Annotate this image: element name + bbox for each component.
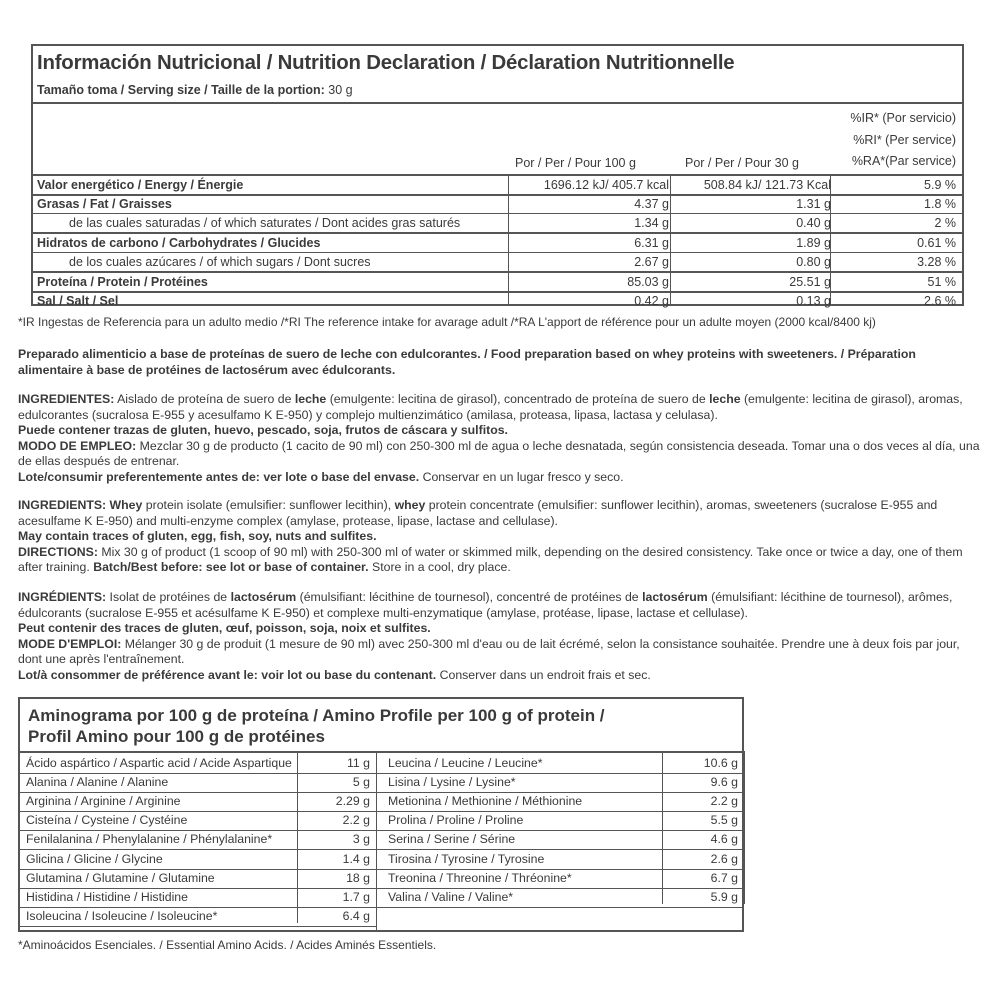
amino-acid-value: 3 g: [352, 832, 370, 847]
row-divider: [20, 773, 376, 774]
amino-acid-name: Fenilalanina / Phenylalanine / Phénylalanine*: [26, 832, 273, 847]
amino-acid-value: 1.7 g: [342, 889, 370, 904]
amino-acid-name: Glicina / Glicine / Glycine: [26, 851, 163, 866]
value-per-serving: 0.13 g: [796, 294, 831, 308]
allergen: Whey: [106, 498, 143, 512]
nutrient-label: Hidratos de carbono / Carbohydrates / Glucides: [37, 236, 321, 250]
value-ri-percent: 1.8 %: [924, 197, 956, 211]
ingredients-text: (émulsifiant: lécithine de tournesol), concentré de protéines de: [296, 590, 643, 604]
amino-acid-name: Valina / Valine / Valine*: [388, 889, 514, 904]
row-divider: [20, 869, 376, 870]
ingredients-label: INGREDIENTS:: [18, 498, 107, 512]
lot-label: Batch/Best before: see lot or base of container.: [93, 560, 369, 574]
lot-label: Lot/à consommer de préférence avant le: voir lot ou base du contenant.: [18, 667, 437, 682]
nutrition-row: [33, 292, 962, 310]
directions-label: DIRECTIONS:: [18, 544, 98, 559]
amino-acid-value: 5.9 g: [710, 889, 738, 904]
value-per-serving: 25.51 g: [789, 275, 831, 289]
amino-row: [20, 869, 376, 888]
storage-text: Store in a cool, dry place.: [368, 560, 511, 574]
row-divider: [376, 907, 744, 908]
value-per-serving: 1.89 g: [796, 236, 831, 250]
col-divider: [744, 751, 745, 904]
amino-acid-value: 18 g: [346, 870, 370, 885]
row-divider: [20, 849, 376, 850]
row-divider: [20, 888, 376, 889]
value-per-serving: 1.31 g: [796, 197, 831, 211]
value-ri-percent: 2.6 %: [924, 294, 956, 308]
amino-acid-name: Arginina / Arginine / Arginine: [26, 794, 181, 809]
lot-label: Lote/consumir preferentemente antes de: ver lote o base del envase.: [18, 469, 420, 484]
amino-row: [382, 850, 744, 869]
amino-acid-value: 2.2 g: [710, 794, 738, 809]
value-per-100g: 4.37 g: [634, 197, 669, 211]
amino-acid-value: 2.29 g: [335, 794, 370, 809]
english-section: [18, 498, 981, 576]
amino-row: [20, 811, 376, 830]
amino-acid-name: Leucina / Leucine / Leucine*: [388, 756, 543, 770]
amino-row: [20, 907, 376, 926]
traces-warning: Puede contener trazas de gluten, huevo, pescado, soja, frutos de cáscara y sulfitos.: [18, 423, 508, 437]
ri-footnote: *IR Ingestas de Referencia para un adulto medio /*RI The reference intake for avarage adult /*RA L'apport de référence pour un adulte moyen (2000 kcal/8400 kj): [18, 315, 876, 329]
amino-row: [382, 811, 744, 830]
allergen: lactosérum: [642, 590, 708, 604]
value-per-100g: 1696.12 kJ/ 405.7 kcal: [543, 178, 669, 192]
nutrition-row: [33, 234, 962, 252]
value-per-serving: 508.84 kJ/ 121.73 Kcal: [703, 178, 831, 192]
amino-acid-value: 4.6 g: [710, 832, 738, 847]
nutrition-table: [31, 44, 964, 306]
amino-row: [20, 850, 376, 869]
row-divider: [376, 773, 744, 774]
amino-acid-name: Isoleucina / Isoleucine / Isoleucine*: [26, 908, 218, 923]
amino-row: [382, 773, 744, 792]
french-section: [18, 590, 981, 683]
col-header-ri-3: %RA*(Par service): [851, 154, 956, 168]
nutrition-row: [33, 214, 962, 232]
amino-acid-name: Prolina / Proline / Proline: [388, 813, 524, 828]
amino-acid-value: 2.2 g: [342, 813, 370, 828]
ingredients-text: protein isolate (emulsifier: sunflower lecithin),: [142, 498, 395, 512]
row-divider: [20, 811, 376, 812]
col-divider: [376, 751, 377, 930]
amino-acid-value: 10.6 g: [703, 756, 738, 770]
ingredients-text: Isolat de protéines de: [106, 590, 231, 604]
row-divider: [376, 888, 744, 889]
amino-acid-value: 9.6 g: [710, 775, 738, 790]
amino-row: [20, 830, 376, 849]
ingredients-text: (emulgente: lecitina de girasol), concentrado de proteína de suero de: [326, 392, 710, 406]
value-per-serving: 0.40 g: [796, 216, 831, 230]
value-per-100g: 2.67 g: [634, 255, 669, 269]
spanish-section: [18, 392, 981, 485]
nutrient-label: de las cuales saturadas / of which saturates / Dont acides gras saturés: [69, 216, 461, 230]
serving-size-value: 30 g: [328, 83, 353, 97]
amino-row: [382, 792, 744, 811]
ingredients-text: Aislado de proteína de suero de: [114, 392, 295, 406]
storage-text: Conserver dans un endroit frais et sec.: [436, 667, 651, 682]
col-header-100g: Por / Per / Pour 100 g: [515, 156, 636, 170]
serving-size: [37, 83, 353, 97]
amino-acid-name: Treonina / Threonine / Thréonine*: [388, 870, 572, 885]
directions-text: Mix 30 g of product (1 scoop of 90 ml) with 250-300 ml of water or skimmed milk, depending on the desired consistency. Take once or twice a day, one of them after training.: [18, 544, 963, 574]
storage-text: Conservar en un lugar fresco y seco.: [419, 469, 624, 484]
amino-row: [20, 773, 376, 792]
allergen: leche: [294, 392, 327, 406]
ingredients-text: protein concentrate (emulsifier: sunflower lecithin), aromas, sweeteners (sucralose E-955 and acesulfame K E-950) and multi-enzyme complex (amylase, protease, lipase, lactase and cellulase).: [18, 498, 938, 528]
allergen: whey: [394, 498, 426, 512]
row-divider: [376, 830, 744, 831]
ingredients-label: INGRÉDIENTS:: [18, 590, 107, 604]
divider: [20, 751, 742, 753]
amino-title-line2: Profil Amino pour 100 g de protéines: [28, 727, 325, 746]
amino-footnote: *Aminoácidos Esenciales. / Essential Amino Acids. / Acides Aminés Essentiels.: [18, 938, 437, 952]
nutrient-label: Sal / Salt / Sel: [37, 294, 119, 308]
amino-acid-name: Alanina / Alanine / Alanine: [26, 775, 169, 790]
nutrition-row: [33, 176, 962, 194]
amino-acid-name: Glutamina / Glutamine / Glutamine: [26, 870, 215, 885]
amino-row: [20, 888, 376, 907]
ingredients-text: (emulgente: lecitina de girasol), aromas, edulcorantes (sucralosa E-955 y acesulfamo K E-950) y complejo multienzimático (amilasa, proteasa, lipasa, lactasa y celulasa).: [18, 392, 963, 422]
nutrient-label: de los cuales azúcares / of which sugars / Dont sucres: [69, 255, 371, 269]
amino-acid-value: 6.7 g: [710, 870, 738, 885]
amino-row: [20, 792, 376, 811]
allergen: lactosérum: [230, 590, 297, 604]
amino-title: [28, 705, 605, 747]
nutrient-label: Grasas / Fat / Graisses: [37, 197, 172, 211]
amino-acid-name: Serina / Serine / Sérine: [388, 832, 516, 847]
nutrition-title: Información Nutricional / Nutrition Declaration / Déclaration Nutritionnelle: [37, 52, 735, 74]
col-header-ri-2: %RI* (Per service): [853, 133, 956, 147]
row-divider: [376, 849, 744, 850]
amino-acid-value: 6.4 g: [342, 908, 370, 923]
value-per-100g: 85.03 g: [627, 275, 669, 289]
serving-size-label: Tamaño toma / Serving size / Taille de la portion:: [37, 83, 325, 97]
col-header-ri-1: %IR* (Por servicio): [850, 111, 956, 125]
amino-row: [382, 754, 744, 773]
directions-text: Mélanger 30 g de produit (1 mesure de 90 ml) avec 250-300 ml d'eau ou de lait écrémé, selon la consistance souhaitée. Prendre une à deux fois par jour, dont une après l'entraînement.: [18, 636, 960, 666]
amino-acid-name: Tirosina / Tyrosine / Tyrosine: [388, 851, 545, 866]
amino-table: [18, 697, 744, 932]
amino-acid-value: 2.6 g: [710, 851, 738, 866]
amino-acid-name: Metionina / Methionine / Méthionine: [388, 794, 583, 809]
amino-acid-value: 5.5 g: [710, 813, 738, 828]
amino-row: [382, 888, 744, 907]
amino-row: [20, 754, 376, 773]
amino-acid-value: 11 g: [346, 756, 370, 770]
amino-acid-name: Ácido aspártico / Aspartic acid / Acide Aspartique: [26, 756, 292, 770]
col-header-30g: Por / Per / Pour 30 g: [685, 156, 799, 170]
directions-text: Mezclar 30 g de producto (1 cacito de 90 ml) con 250-300 ml de agua o leche desnatada, según consistencia deseada. Tomar una o dos veces al día, una de ellas después de entrenar.: [18, 438, 980, 468]
preparation-statement: Preparado alimenticio a base de proteínas de suero de leche con edulcorantes. / Food preparation based on whey proteins with sweeteners. / Préparation alimentaire à base de protéines de lactosérum avec édulcorants.: [18, 347, 916, 377]
row-divider: [20, 830, 376, 831]
traces-warning: May contain traces of gluten, egg, fish, soy, nuts and sulfites.: [18, 529, 377, 543]
amino-row: [382, 869, 744, 888]
value-ri-percent: 0.61 %: [917, 236, 956, 250]
amino-acid-value: 1.4 g: [342, 851, 370, 866]
amino-acid-name: Histidina / Histidine / Histidine: [26, 889, 188, 904]
nutrition-row: [33, 253, 962, 271]
nutrition-row: [33, 273, 962, 291]
traces-warning: Peut contenir des traces de gluten, œuf, poisson, soja, noix et sulfites.: [18, 621, 431, 635]
row-divider: [20, 926, 376, 927]
amino-acid-name: Lisina / Lysine / Lysine*: [388, 775, 516, 790]
directions-label: MODE D'EMPLOI:: [18, 636, 122, 651]
amino-acid-value: 5 g: [352, 775, 370, 790]
value-per-100g: 1.34 g: [634, 216, 669, 230]
value-per-100g: 0.42 g: [634, 294, 669, 308]
ingredients-label: INGREDIENTES:: [18, 392, 115, 406]
value-ri-percent: 3.28 %: [917, 255, 956, 269]
ingredients-text: (émulsifiant: lécithine de tournesol), arômes, édulcorants (sucralose E-955 et acésulfame K E-950) et complexe multi-enzymatique (amylase, protéase, lipase, lactase et cellulase).: [18, 590, 953, 620]
nutrient-label: Valor energético / Energy / Énergie: [37, 178, 244, 192]
value-per-serving: 0.80 g: [796, 255, 831, 269]
allergen: leche: [709, 392, 741, 406]
row-divider: [20, 907, 376, 908]
row-divider: [376, 811, 744, 812]
divider: [33, 102, 962, 104]
row-divider: [20, 792, 376, 793]
value-ri-percent: 5.9 %: [924, 178, 956, 192]
directions-label: MODO DE EMPLEO:: [18, 438, 137, 453]
row-divider: [376, 792, 744, 793]
nutrition-row: [33, 195, 962, 213]
value-ri-percent: 51 %: [927, 275, 956, 289]
value-ri-percent: 2 %: [934, 216, 956, 230]
nutrient-label: Proteína / Protein / Protéines: [37, 275, 208, 289]
value-per-100g: 6.31 g: [634, 236, 669, 250]
amino-acid-name: Cisteína / Cysteine / Cystéine: [26, 813, 188, 828]
amino-row: [382, 830, 744, 849]
row-divider: [376, 869, 744, 870]
amino-title-line1: Aminograma por 100 g de proteína / Amino Profile per 100 g of protein /: [28, 706, 605, 725]
